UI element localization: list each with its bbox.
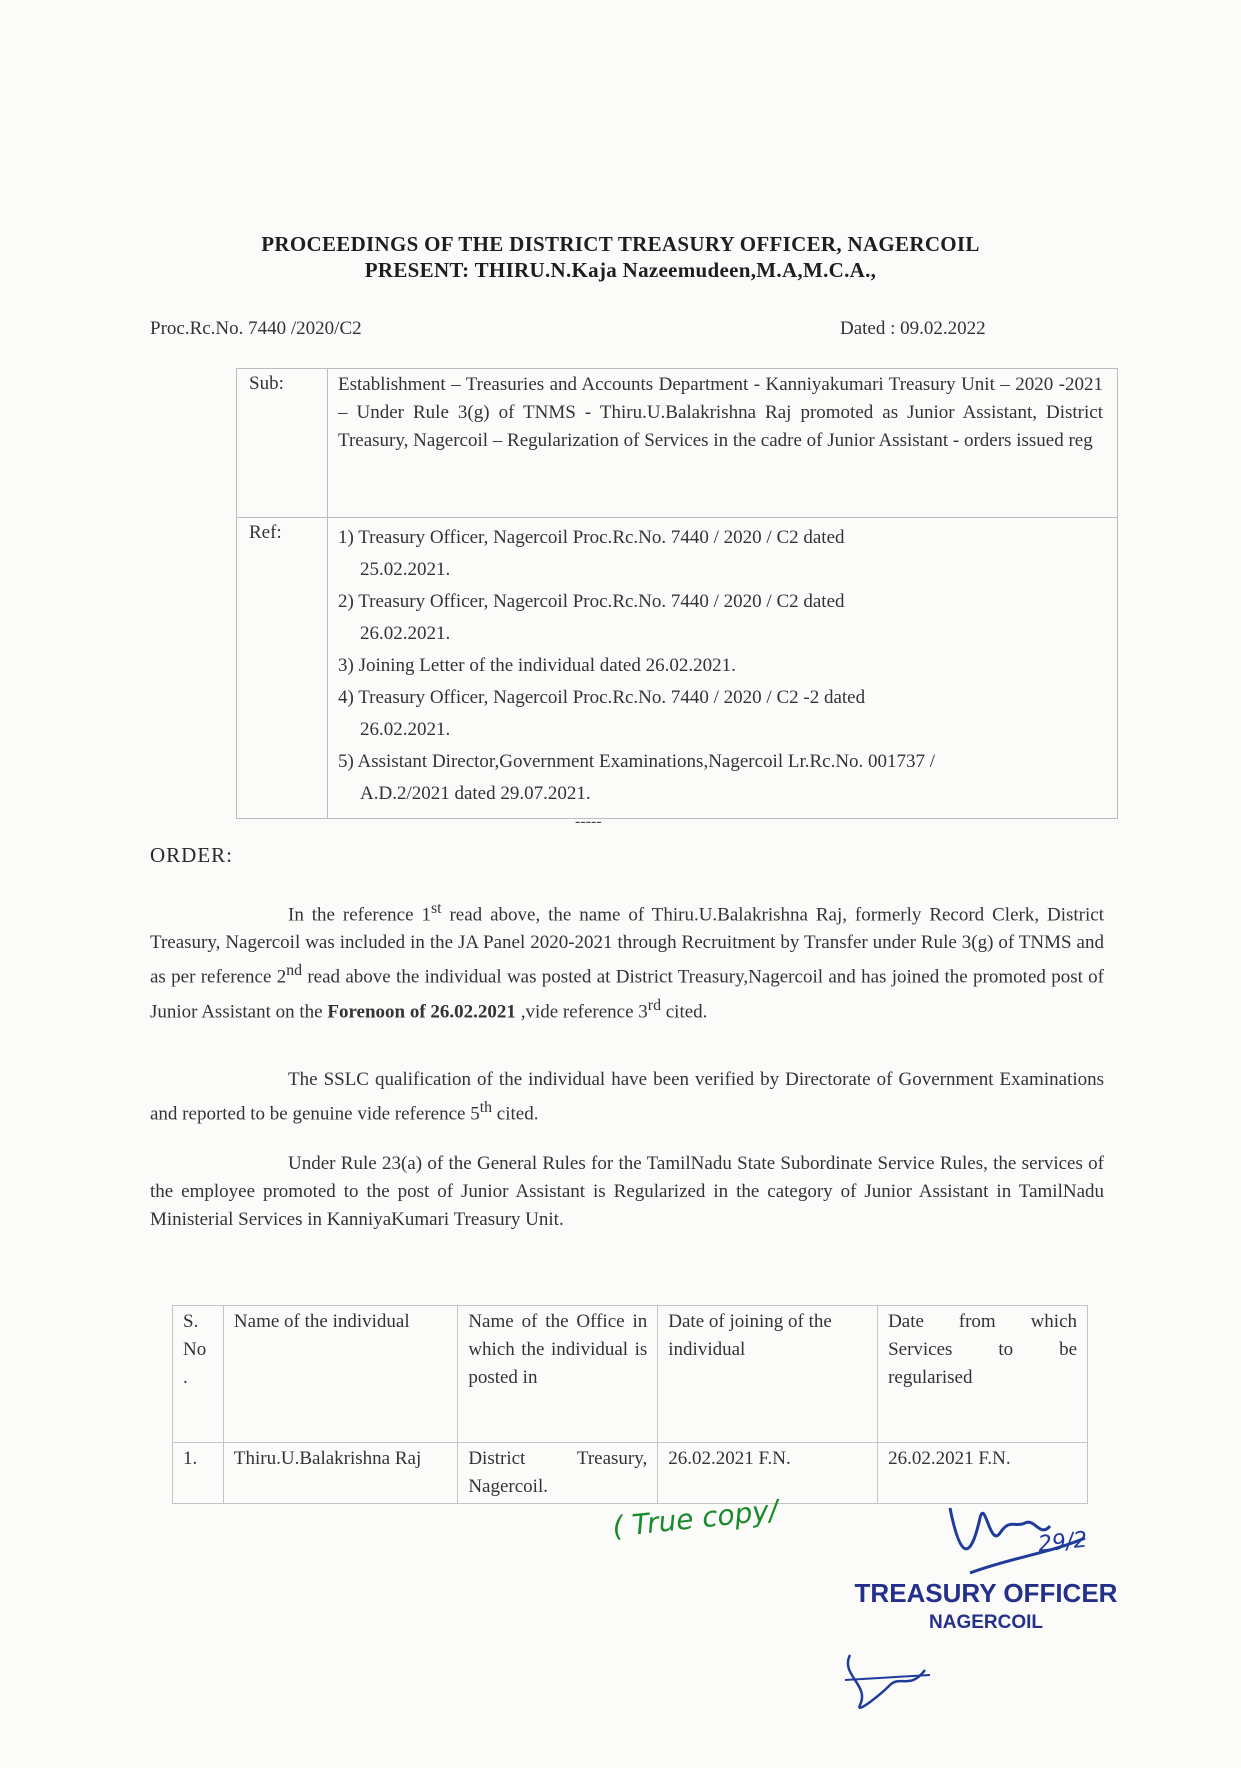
- reference-item: 5) Assistant Director,Government Examinations,Nagercoil Lr.Rc.No. 001737 / A.D.2/2021 dated 29.07.2021.: [338, 751, 936, 804]
- reference-row: [237, 518, 1118, 819]
- present-officer: PRESENT: THIRU.N.Kaja Nazeemudeen,M.A,M.C.A.,: [364, 258, 877, 282]
- header-sno: S. No .: [173, 1306, 224, 1443]
- subject-reference-table: [236, 368, 1118, 819]
- initials-icon: [830, 1635, 940, 1725]
- order-paragraph-1: In the reference 1st read above, the name of Thiru.U.Balakrishna Raj, formerly Record Clerk, District Treasury, Nagercoil was included in the JA Panel 2020-2021 through Recruitment by Transfer under Rule 3(g) of TNMS and as per reference 2nd read above the individual was posted at District Treasury,Nagercoil and has joined the promoted post of Junior Assistant on the Forenoon of 26.02.2021 ,vide reference 3rd cited.: [150, 900, 1105, 1022]
- reference-item: 3) Joining Letter of the individual dated 26.02.2021.: [338, 655, 736, 676]
- proceedings-title: PROCEEDINGS OF THE DISTRICT TREASURY OFFICER, NAGERCOIL: [261, 232, 980, 256]
- subject-row: [237, 369, 1118, 518]
- dated: Dated : 09.02.2022: [840, 318, 986, 339]
- signature-date: 29/2: [1036, 1527, 1089, 1558]
- reference-item: 2) Treasury Officer, Nagercoil Proc.Rc.No. 7440 / 2020 / C2 dated 26.02.2021.: [338, 591, 845, 644]
- reference-item: 4) Treasury Officer, Nagercoil Proc.Rc.No. 7440 / 2020 / C2 -2 dated 26.02.2021.: [338, 687, 866, 740]
- proceedings-number: Proc.Rc.No. 7440 /2020/C2: [150, 318, 362, 339]
- reference-item: 1) Treasury Officer, Nagercoil Proc.Rc.No. 7440 / 2020 / C2 dated 25.02.2021.: [338, 527, 845, 580]
- header-regularised-date: Date from which Services to be regularised: [878, 1306, 1088, 1443]
- reference-list: [328, 518, 1118, 819]
- table-row: 1. Thiru.U.Balakrishna Raj District Treasury, Nagercoil. 26.02.2021 F.N. 26.02.2021 F.N.: [173, 1443, 1088, 1504]
- header-joining-date: Date of joining of the individual: [658, 1306, 878, 1443]
- officer-stamp-place: NAGERCOIL: [929, 1612, 1043, 1633]
- reference-label: Ref:: [237, 518, 328, 819]
- order-paragraph-2: The SSLC qualification of the individual have been verified by Directorate of Government Examinations and reported to be genuine vide reference 5th cited.: [150, 1069, 1104, 1125]
- subject-label: Sub:: [237, 369, 328, 518]
- table-header-row: [173, 1306, 1088, 1443]
- forenoon-date: Forenoon of 26.02.2021: [327, 1000, 516, 1022]
- true-copy-handwriting: ( True copy/: [610, 1493, 780, 1544]
- separator: -----: [575, 813, 602, 830]
- header-office: Name of the Office in which the individual is posted in: [458, 1306, 658, 1443]
- regularisation-table: [172, 1305, 1088, 1504]
- officer-stamp-title: TREASURY OFFICER: [854, 1578, 1118, 1608]
- order-paragraph-3: Under Rule 23(a) of the General Rules for the TamilNadu State Subordinate Service Rules, the services of the employee promoted to the post of Junior Assistant is Regularized in the category of Junior Assistant in TamilNadu Ministerial Services in KanniyaKumari Treasury Unit.: [150, 1153, 1104, 1230]
- order-heading: ORDER:: [150, 843, 234, 867]
- subject-text: Establishment – Treasuries and Accounts Department - Kanniyakumari Treasury Unit – 2020 -2021 – Under Rule 3(g) of TNMS - Thiru.U.Balakrishna Raj promoted as Junior Assistant, District Treasury, Nagercoil – Regularization of Services in the cadre of Junior Assistant - orders issued reg: [328, 369, 1118, 518]
- signature-icon: [940, 1478, 1090, 1578]
- header-name: Name of the individual: [223, 1306, 457, 1443]
